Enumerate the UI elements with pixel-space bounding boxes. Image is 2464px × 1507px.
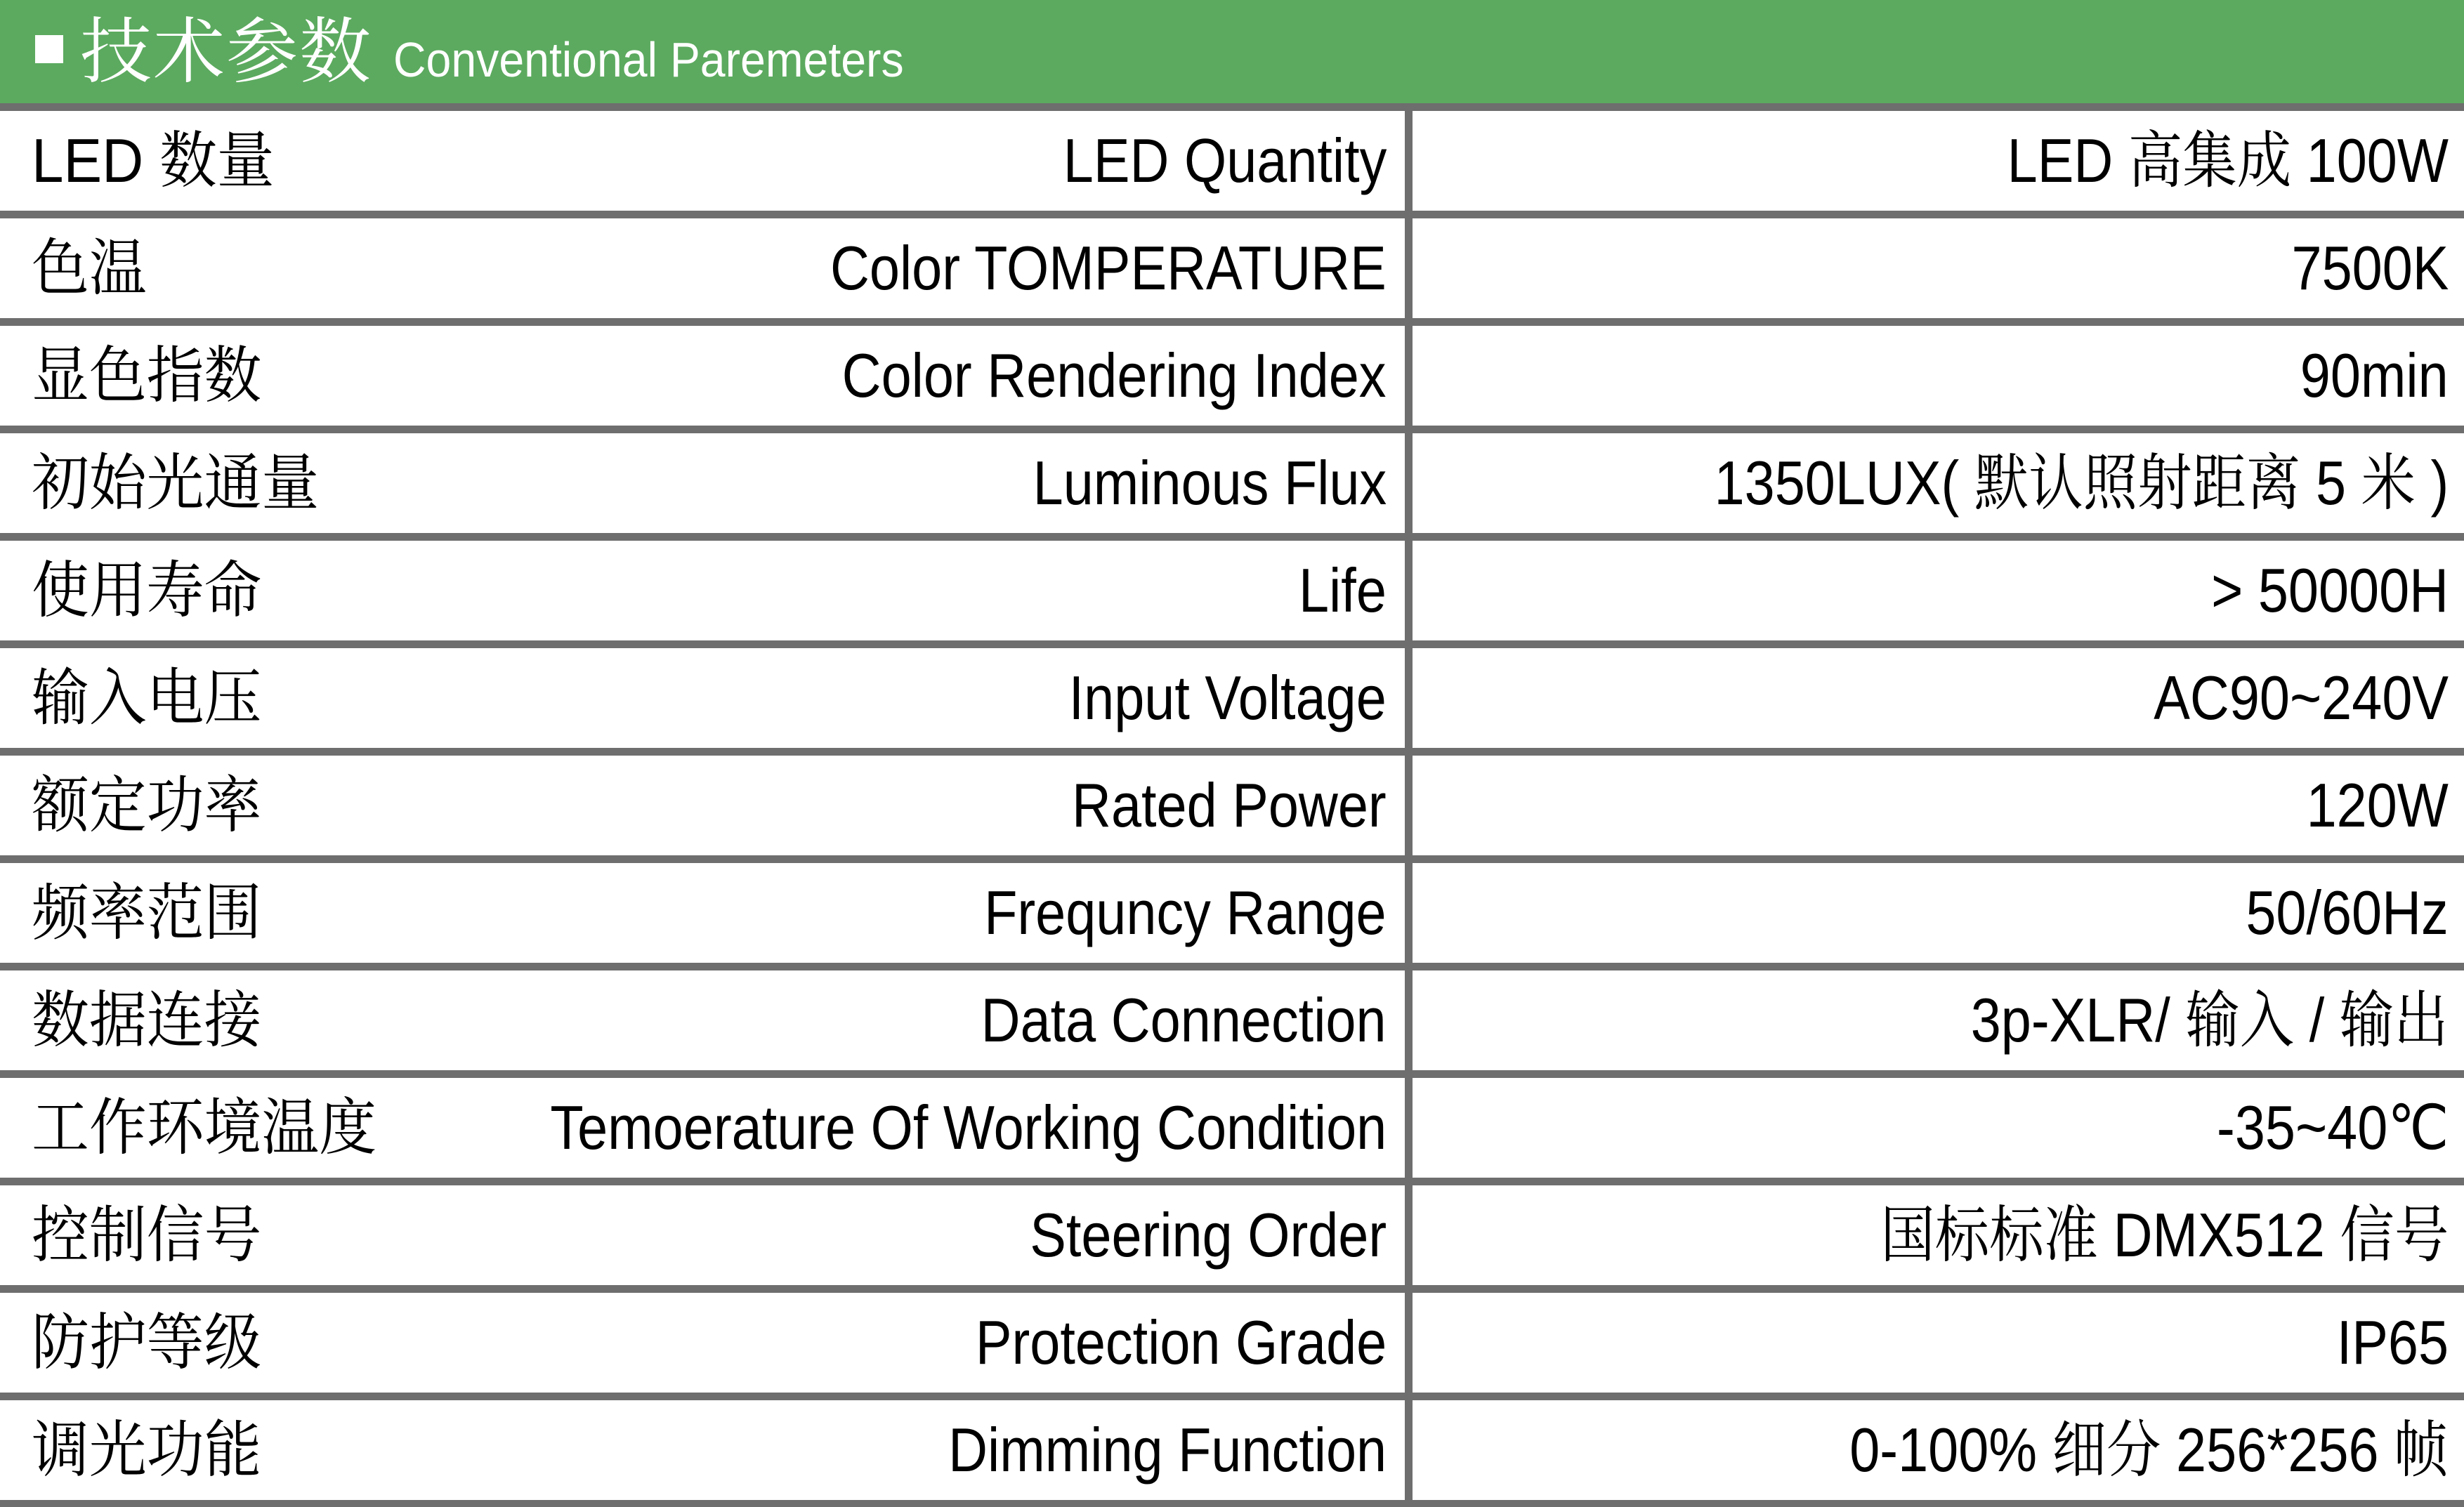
param-name-cn: LED 数量 [32, 126, 275, 195]
param-name-cn: 频率范围 [32, 878, 262, 947]
param-name-cell [0, 648, 1413, 748]
param-value-cell [1413, 1185, 2464, 1285]
param-value: 50/60Hz [2246, 878, 2449, 947]
param-value: 3p-XLR/ 输入 / 输出 [1971, 985, 2449, 1055]
param-name-cn: 输入电压 [32, 663, 262, 732]
param-name-en: Luminous Flux [1033, 448, 1387, 518]
param-name-cell [0, 970, 1413, 1070]
param-value: 0-100% 细分 256*256 帧 [1849, 1415, 2449, 1485]
param-name-en: Steering Order [1030, 1200, 1387, 1270]
table-row-led-quantity [0, 111, 2464, 218]
param-name-cn: 显色指数 [32, 341, 262, 410]
spec-table [0, 111, 2464, 1507]
param-name-cn: 防护等级 [32, 1308, 262, 1377]
param-name-cell [0, 541, 1413, 640]
param-value: IP65 [2336, 1308, 2449, 1377]
param-name-en: Data Connection [981, 985, 1387, 1055]
param-value: LED 高集成 100W [2007, 126, 2449, 195]
param-name-cn: 额定功率 [32, 770, 262, 840]
param-value: > 50000H [2210, 555, 2449, 625]
param-value-cell [1413, 433, 2464, 533]
param-value-cell [1413, 648, 2464, 748]
param-name-cn: 调光功能 [32, 1415, 262, 1485]
param-name-cell [0, 326, 1413, 426]
param-name-cell [0, 863, 1413, 963]
param-value-cell [1413, 1400, 2464, 1500]
param-value: 1350LUX( 默认照射距离 5 米 ) [1714, 448, 2449, 518]
param-name-cell [0, 1185, 1413, 1285]
param-value-cell [1413, 541, 2464, 640]
param-value-cell [1413, 970, 2464, 1070]
param-value: -35~40℃ [2216, 1093, 2449, 1162]
param-name-en: Dimming Function [948, 1415, 1387, 1485]
param-name-en: Color Rendering Index [842, 341, 1387, 410]
section-titles [80, 11, 948, 92]
param-value: AC90~240V [2154, 663, 2449, 732]
param-name-cell [0, 1400, 1413, 1500]
table-row-color-temperature [0, 218, 2464, 326]
param-name-cn: 工作环境温度 [32, 1093, 377, 1162]
param-name-en: Temoerature Of Working Condition [550, 1093, 1387, 1162]
param-value: 90min [2300, 341, 2449, 410]
param-name-cn: 使用寿命 [32, 555, 262, 625]
section-title-cn: 技术参数 [80, 11, 372, 92]
table-row-working-temperature [0, 1078, 2464, 1185]
param-value-cell [1413, 1293, 2464, 1393]
table-row-input-voltage [0, 648, 2464, 756]
table-row-control-signal [0, 1185, 2464, 1293]
param-name-cell [0, 1293, 1413, 1393]
param-name-cell [0, 1078, 1413, 1178]
param-name-en: Frequncy Range [984, 878, 1387, 947]
table-row-data-connection [0, 970, 2464, 1078]
section-title-en: Conventional Paremeters [393, 32, 904, 87]
table-row-luminous-flux [0, 433, 2464, 541]
param-value: 7500K [2291, 233, 2449, 303]
param-value-cell [1413, 1078, 2464, 1178]
param-name-cn: 初始光通量 [32, 448, 320, 518]
param-name-en: LED Quantity [1063, 126, 1387, 195]
param-name-en: Protection Grade [975, 1308, 1387, 1377]
param-value-cell [1413, 218, 2464, 318]
param-name-en: Rated Power [1072, 770, 1387, 840]
table-row-protection-grade [0, 1293, 2464, 1400]
table-row-life [0, 541, 2464, 648]
table-row-rated-power [0, 756, 2464, 863]
table-row-frequency-range [0, 863, 2464, 970]
param-value-cell [1413, 326, 2464, 426]
param-name-cell [0, 218, 1413, 318]
square-bullet-icon [35, 35, 63, 63]
param-name-cn: 色温 [32, 233, 147, 303]
param-value: 国标标准 DMX512 信号 [1880, 1200, 2449, 1270]
param-name-cell [0, 756, 1413, 855]
section-header [0, 0, 2464, 111]
param-value-cell [1413, 756, 2464, 855]
table-row-color-rendering-index [0, 326, 2464, 433]
table-row-dimming-function [0, 1400, 2464, 1507]
param-name-en: Life [1299, 555, 1387, 625]
param-name-cn: 控制信号 [32, 1200, 262, 1270]
param-name-en: Color TOMPERATURE [830, 233, 1387, 303]
param-name-en: Input Voltage [1068, 663, 1387, 732]
param-name-cell [0, 111, 1413, 211]
param-name-cell [0, 433, 1413, 533]
param-value: 120W [2306, 770, 2449, 840]
param-value-cell [1413, 863, 2464, 963]
param-value-cell [1413, 111, 2464, 211]
param-name-cn: 数据连接 [32, 985, 262, 1055]
